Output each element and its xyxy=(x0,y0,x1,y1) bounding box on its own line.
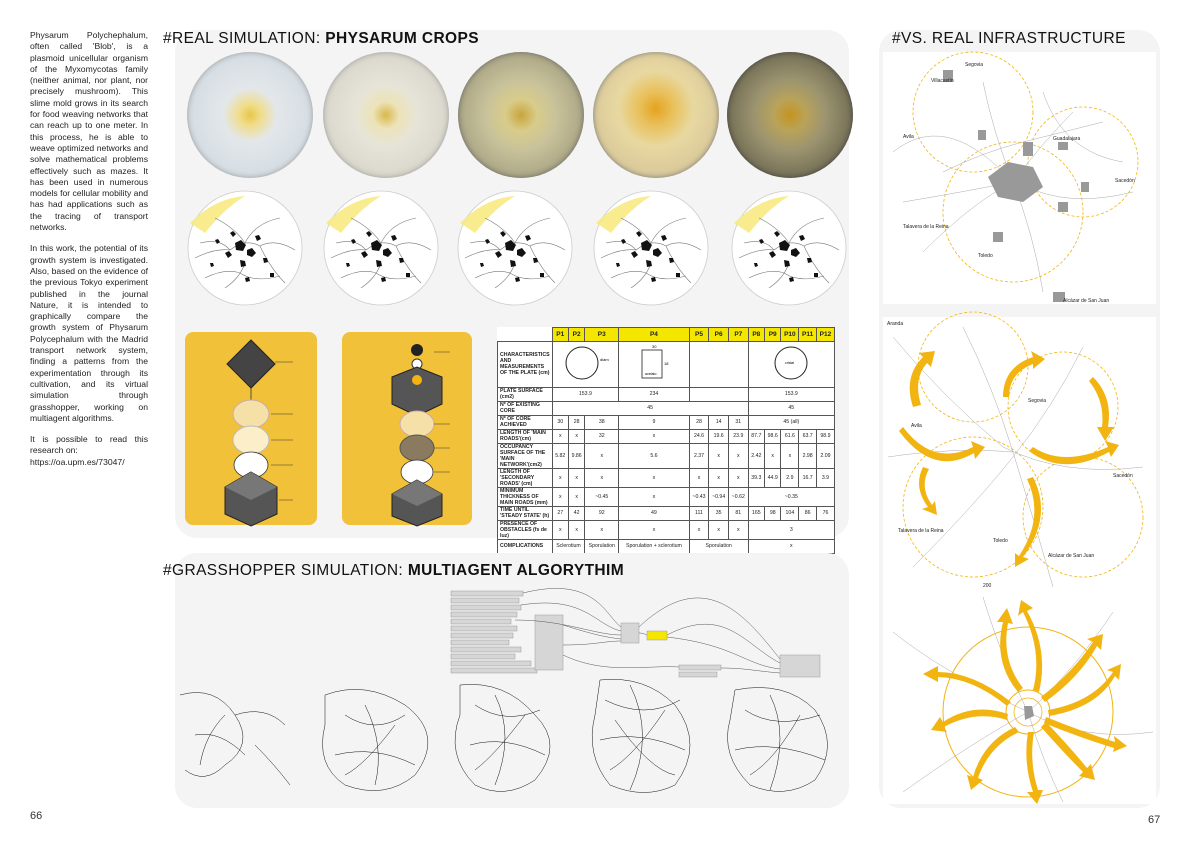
table-row: LENGTH OF 'MAIN ROADS'(cm) x x 32 x 24.6 19.6 23.9 87.7 98.6 61.6 63.7 98.9 xyxy=(498,429,835,443)
city-label-toledo-1: Toledo xyxy=(978,253,993,259)
plate-diagram-card-2 xyxy=(342,332,472,525)
header-p6: P6 xyxy=(709,328,729,342)
city-label-segovia: Segovia xyxy=(965,62,984,68)
plate-diagram-round xyxy=(552,341,619,387)
research-paragraph: In this work, the potential of its growth system is investigated. Also, based on the evidence of the previous Tokyo experiment published in the journal Nature, it is intended to graphically compare the growth system of Physarum Polycephalum with the Madrid transport network system, finding a patterns from the experimentation through its cultivation, and its virtual simulation through grasshopper, working on multiagent algorithms. xyxy=(30,243,148,423)
core-stack-diagram-1 xyxy=(185,332,317,525)
city-label-avila-2: Avila xyxy=(911,423,922,429)
city-label-talavera-1: Talavera de la Reina xyxy=(903,224,949,230)
table-row xyxy=(498,341,835,387)
radial-growth-map xyxy=(883,592,1156,804)
page-number-left: 66 xyxy=(30,810,43,822)
table-row: Nº OF CORE ACHIEVED 30 28 38 9 28 14 31 45 (all) xyxy=(498,415,835,429)
header-p9: P9 xyxy=(765,328,781,342)
intro-paragraph: Physarum Polychephalum, often called 'Blob', is a plasmoid unicellular organism of the Myxomycotas family (neither animal, nor plant, nor precisely mushroom). This slime mold grows in its search for food weaving networks that can reach up to one meter. In this process, he is able to weave optimized networks and solve mathematical problems effectively such as mazes. It has been used in numerous models for cellular mobility and has had applications such as the tracing of transport networks. xyxy=(30,30,148,233)
read-more-paragraph xyxy=(30,434,148,468)
city-label-aranda: Aranda xyxy=(887,321,904,327)
header-p3: P3 xyxy=(585,328,619,342)
network-maps-row xyxy=(185,188,849,308)
physarum-arrow-map xyxy=(883,317,1156,593)
city-label-villacastin: Villacastín xyxy=(931,78,954,84)
grasshopper-node-graph xyxy=(445,575,825,675)
table-row: MINIMUM THICKNESS OF MAIN ROADS (mm) x x ~0.45 x ~0.43 ~0.94 ~0.62 ~0.35 xyxy=(498,487,835,506)
grasshopper-panel xyxy=(163,553,849,808)
diagram-label-diam: diam xyxy=(600,357,610,362)
real-simulation-title: #REAL SIMULATION: PHYSARUM CROPS xyxy=(163,30,479,47)
map-scale-label: 200 xyxy=(983,583,992,589)
page-number-right: 67 xyxy=(1148,814,1161,826)
diagram-label-30: 30 xyxy=(651,344,657,349)
core-stack-diagram-2 xyxy=(342,332,472,525)
header-p5: P5 xyxy=(689,328,709,342)
petri-dish-photo-5 xyxy=(727,52,853,178)
real-simulation-panel xyxy=(163,30,849,549)
research-link[interactable]: https://oa.upm.es/73047/ xyxy=(30,456,125,467)
city-label-sacedon-2: Sacedón xyxy=(1113,473,1133,479)
petri-dish-photo-2 xyxy=(323,52,449,178)
read-more-text: It is possible to read this research on: xyxy=(30,434,148,456)
diagram-label-acetato: acetato xyxy=(644,372,657,376)
city-label-guadalajara: Guadalajara xyxy=(1053,136,1081,142)
header-p4: P4 xyxy=(619,328,689,342)
header-p12: P12 xyxy=(816,328,834,342)
header-p11: P11 xyxy=(799,328,817,342)
city-label-segovia-2: Segovia xyxy=(1028,398,1047,404)
city-label-avila: Avila xyxy=(903,134,914,140)
diagram-label-cristal: cristal xyxy=(785,361,795,365)
agent-simulation-results xyxy=(175,675,849,805)
city-label-sacedon: Sacedón xyxy=(1115,178,1135,184)
city-label-toledo-2: Toledo xyxy=(993,538,1008,544)
plate-diagram-rect xyxy=(619,341,689,387)
table-row: TIME UNTIL 'STEADY STATE' (h) 27 42 92 49 111 35 81 165 98 104 86 76 xyxy=(498,506,835,520)
description-column xyxy=(30,30,148,478)
table-row: PRESENCE OF OBSTACLES (fs de luz) x x x x x x x 3 xyxy=(498,520,835,539)
header-p10: P10 xyxy=(781,328,799,342)
petri-dish-photo-4 xyxy=(593,52,719,178)
madrid-network-map-1 xyxy=(883,52,1156,304)
table-row: LENGTH OF 'SECONDARY ROADS' (cm) x x x x x x x 39.3 44.9 2.9 16.7 3.9 xyxy=(498,468,835,487)
header-p1: P1 xyxy=(552,328,568,342)
row-label-characteristics: CHARACTERISTICS AND MEASUREMENTS OF THE PLATE (cm) xyxy=(498,341,553,387)
plates-data-table xyxy=(497,327,835,554)
plate-diagram-card-1 xyxy=(185,332,317,525)
table-header-row xyxy=(498,328,835,342)
city-label-alcazar-1: Alcázar de San Juan xyxy=(1063,298,1110,304)
table-row: COMPLICATIONS Sclerotium Sporulation Sporulation + sclerotium Sporulation x xyxy=(498,539,835,553)
header-p8: P8 xyxy=(748,328,764,342)
madrid-radial-map-3 xyxy=(883,592,1156,804)
petri-dish-photo-1 xyxy=(187,52,313,178)
header-p7: P7 xyxy=(728,328,748,342)
city-label-alcazar-2: Alcázar de San Juan xyxy=(1048,553,1095,559)
header-p2: P2 xyxy=(568,328,584,342)
table-row: OCCUPANCY SURFACE OF THE 'MAIN NETWORK'(cm2) 5.82 9.86 x 5.6 2.37 x x 2.42 x x 2.98 2.09 xyxy=(498,443,835,468)
petri-dish-photo-3 xyxy=(458,52,584,178)
diagram-label-18: 18 xyxy=(663,361,669,366)
table-row: PLATE SURFACE (cm2) 153.9 234 153.9 xyxy=(498,387,835,401)
infrastructure-title: #VS. REAL INFRASTRUCTURE xyxy=(892,30,1126,47)
madrid-transport-map xyxy=(883,52,1156,304)
madrid-growth-map-2 xyxy=(883,317,1156,593)
infrastructure-panel xyxy=(879,30,1160,808)
grasshopper-title: #GRASSHOPPER SIMULATION: MULTIAGENT ALGORYTHIM xyxy=(163,562,625,579)
table-row: Nº OF EXISTING CORE 45 45 xyxy=(498,401,835,415)
city-label-talavera-2: Talavera de la Reina xyxy=(898,528,944,534)
plate-diagram-round-2 xyxy=(748,341,834,387)
